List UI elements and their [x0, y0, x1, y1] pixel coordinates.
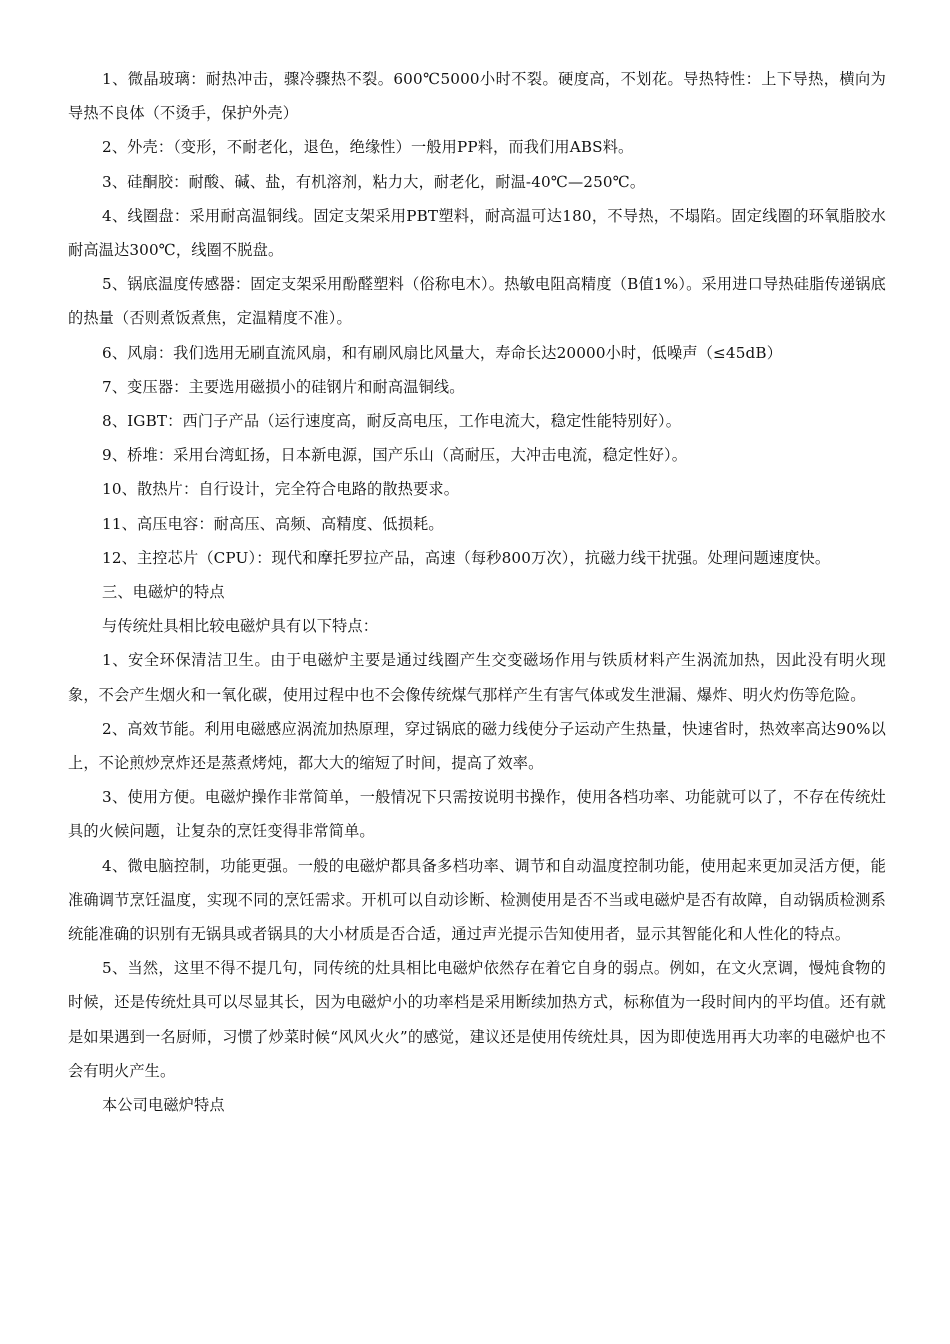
- document-page: [68, 62, 886, 1122]
- section-heading-features: 三、电磁炉的特点: [102, 583, 225, 602]
- paragraph-feature-efficiency: 2、高效节能。利用电磁感应涡流加热原理，穿过锅底的磁力线使分子运动产生热量，快速省时，热效率高达90%以上，不论煎炒烹炸还是蒸煮烤炖，都大大的缩短了时间，提高了效率。: [68, 719, 886, 773]
- paragraph-transformer: 7、变压器：主要选用磁损小的硅钢片和耐高温铜线。: [102, 377, 465, 396]
- paragraph-housing: 2、外壳：（变形，不耐老化，退色，绝缘性）一般用PP料，而我们用ABS料。: [102, 138, 634, 157]
- paragraph-temperature-sensor: 5、锅底温度传感器：固定支架采用酚醛塑料（俗称电木）。热敏电阻高精度（B值1%）。采用进口导热硅脂传递锅底的热量（否则煮饭煮焦，定温精度不准）。: [68, 275, 886, 328]
- paragraph-intro: 与传统灶具相比较电磁炉具有以下特点：: [102, 617, 379, 636]
- paragraph-silicone-adhesive: 3、硅酮胶：耐酸、碱、盐，有机溶剂，粘力大，耐老化，耐温-40℃—250℃。: [102, 172, 646, 191]
- paragraph-feature-microcomputer: 4、微电脑控制，功能更强。一般的电磁炉都具备多档功率、调节和自动温度控制功能，使用起来更加灵活方便，能准确调节烹饪温度，实现不同的烹饪需求。开机可以自动诊断、检测使用是否不当或电磁炉是否有故障，自动锅质检测系统能准确的识别有无锅具或者锅具的大小材质是否合适，通过声光提示告知使用者，显示其智能化和人性化的特点。: [68, 856, 886, 944]
- paragraph-bridge-rectifier: 9、桥堆：采用台湾虹扬，日本新电源，国产乐山（高耐压，大冲击电流，稳定性好）。: [102, 446, 688, 465]
- paragraph-coil-disk: 4、线圈盘：采用耐高温铜线。固定支架采用PBT塑料，耐高温可达180，不导热，不塌陷。固定线圈的环氧脂胶水耐高温达300℃，线圈不脱盘。: [68, 206, 886, 260]
- paragraph-heat-sink: 10、散热片：自行设计，完全符合电路的散热要求。: [102, 480, 460, 499]
- paragraph-company-features: 本公司电磁炉特点: [102, 1096, 225, 1115]
- paragraph-cpu: 12、主控芯片（CPU）：现代和摩托罗拉产品，高速（每秒800万次），抗磁力线干扰强。处理问题速度快。: [102, 548, 831, 567]
- paragraph-fan: 6、风扇：我们选用无刷直流风扇，和有刷风扇比风量大，寿命长达20000小时，低噪声（≤45dB）: [102, 343, 783, 362]
- paragraph-hv-capacitor: 11、高压电容：耐高压、高频、高精度、低损耗。: [102, 514, 444, 533]
- paragraph-igbt: 8、IGBT：西门子产品（运行速度高，耐反高电压，工作电流大，稳定性能特别好）。: [102, 412, 682, 431]
- paragraph-feature-weakness: 5、当然，这里不得不提几句，同传统的灶具相比电磁炉依然存在着它自身的弱点。例如，在文火烹调，慢炖食物的时候，还是传统灶具可以尽显其长，因为电磁炉小的功率档是采用断续加热方式，标称值为一段时间内的平均值。还有就是如果遇到一名厨师，习惯了炒菜时候“风风火火”的感觉，建议还是使用传统灶具，因为即使选用再大功率的电磁炉也不会有明火产生。: [68, 959, 886, 1080]
- paragraph-microcrystal-glass: 1、微晶玻璃：耐热冲击，骤冷骤热不裂。600℃5000小时不裂。硬度高，不划花。导热特性：上下导热，横向为导热不良体（不烫手，保护外壳）: [68, 70, 886, 123]
- paragraph-feature-convenience: 3、使用方便。电磁炉操作非常简单，一般情况下只需按说明书操作，使用各档功率、功能就可以了，不存在传统灶具的火候问题，让复杂的烹饪变得非常简单。: [68, 788, 886, 841]
- paragraph-feature-safety: 1、安全环保清洁卫生。由于电磁炉主要是通过线圈产生交变磁场作用与铁质材料产生涡流加热，因此没有明火现象，不会产生烟火和一氧化碳，使用过程中也不会像传统煤气那样产生有害气体或发生泄漏、爆炸、明火灼伤等危险。: [68, 651, 886, 704]
